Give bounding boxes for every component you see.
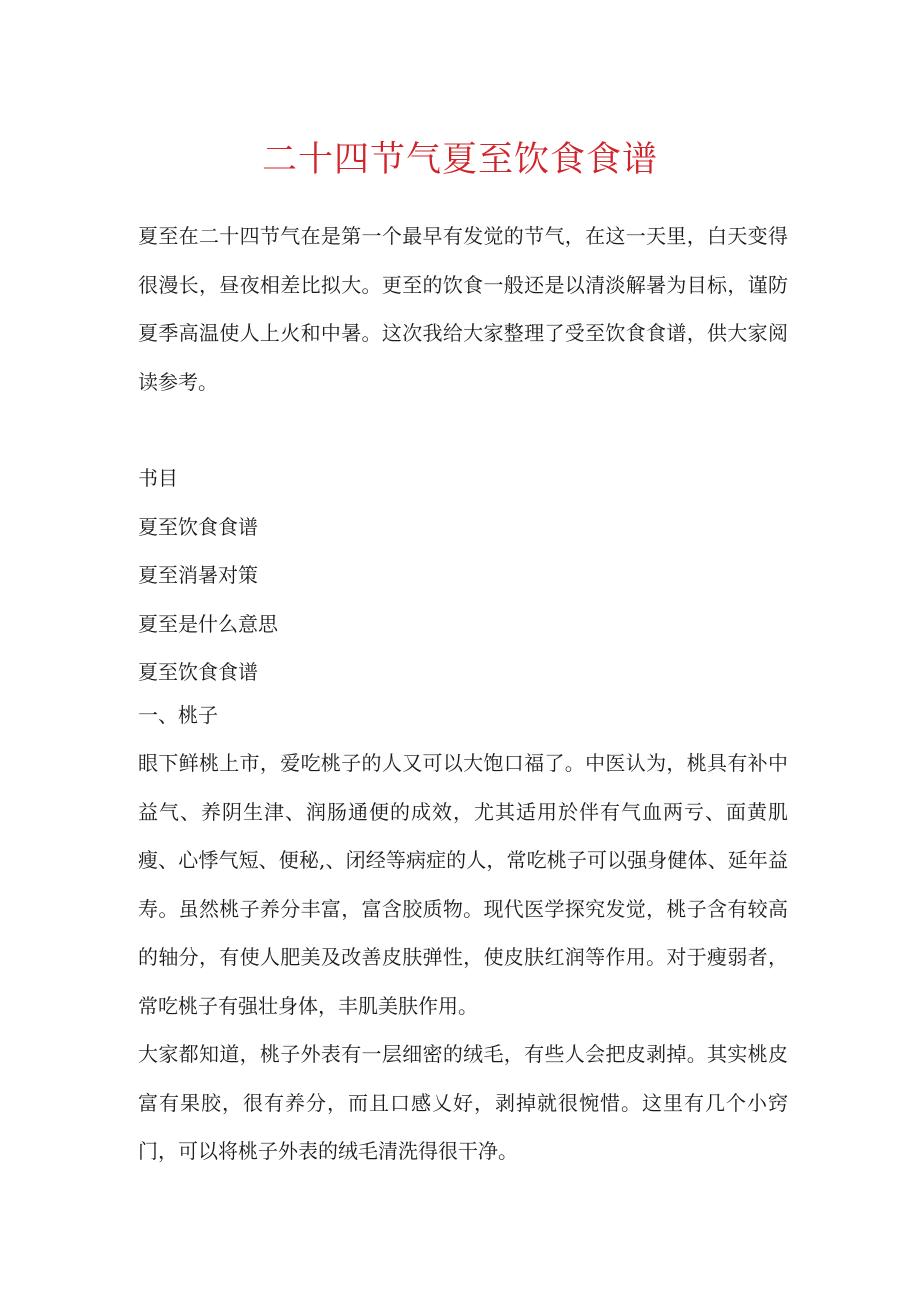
body-paragraph: 眼下鲜桃上市，爱吃桃子的人又可以大饱口福了。中医认为，桃具有补中益气、养阴生津、润肠通便的成效，尤其适用於伴有气血两亏、面黄肌瘦、心悸气短、便秘,、闭经等病症的人，常吃桃子可以强身健体、延年益寿。虽然桃子养分丰富，富含胶质物。现代医学探究发觉，桃子含有较高的轴分，有使人肥美及改善皮肤弹性，使皮肤红润等作用。对于瘦弱者，常吃桃子有强壮身体，丰肌美肤作用。 bbox=[138, 751, 788, 1018]
document-title: 二十四节气夏至饮食食谱 bbox=[261, 140, 658, 180]
intro-paragraph: 夏至在二十四节气在是第一个最早有发觉的节气，在这一天里，白天变得很漫长，昼夜相差比拟大。更至的饮食一般还是以清淡解暑为目标，谨防夏季高温使人上火和中暑。这次我给大家整理了受至饮食食谱，供大家阅读参考。 bbox=[138, 224, 788, 394]
toc-item: 夏至是什么意思 bbox=[138, 611, 278, 636]
toc-heading: 书目 bbox=[138, 466, 178, 490]
body-paragraph: 大家都知道，桃子外表有一层细密的绒毛，有些人会把皮剥掉。其实桃皮富有果胶，很有养分，而且口感乂好，剥掉就很惋惜。这里有几个小窍门，可以将桃子外表的绒毛清洗得很干净。 bbox=[138, 1042, 788, 1163]
toc-item: 夏至消暑对策 bbox=[138, 563, 258, 587]
toc-item: 夏至饮食食谱 bbox=[138, 660, 258, 684]
table-of-contents bbox=[138, 454, 788, 697]
section-heading: 一、桃子 bbox=[138, 703, 218, 727]
toc-item: 夏至饮食食谱 bbox=[138, 514, 258, 539]
